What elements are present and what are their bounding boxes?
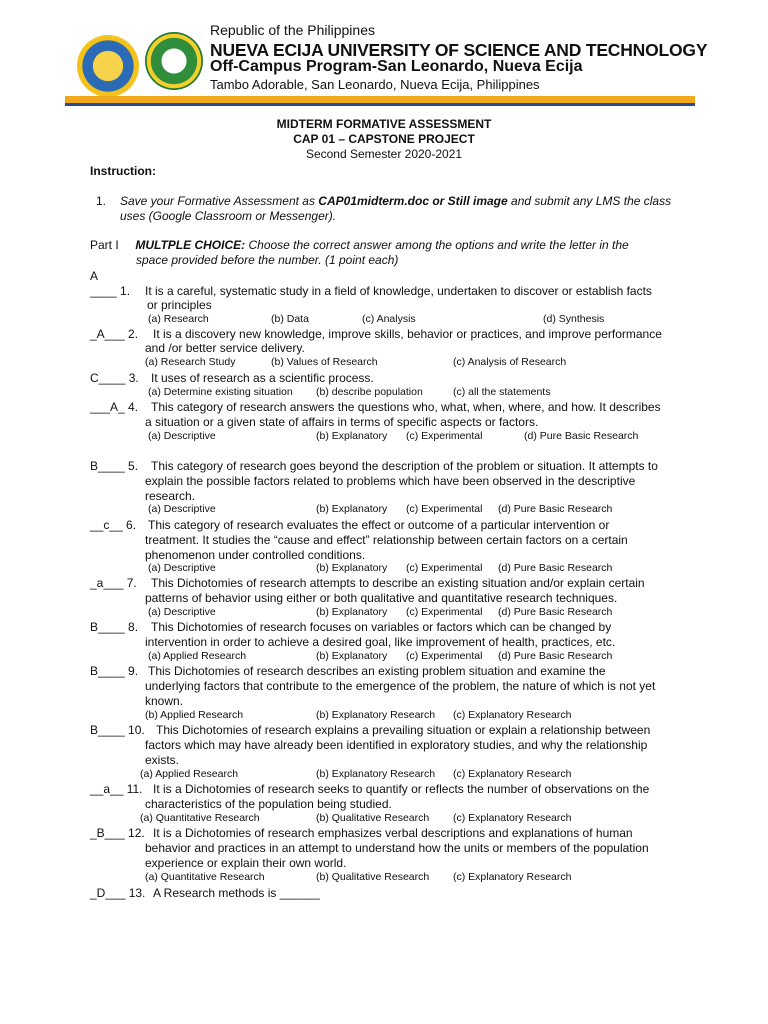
instruction-post: and submit any LMS the class — [507, 194, 672, 208]
q3-line-1: It uses of research as a scientific process. — [151, 371, 374, 385]
q7-line-1: This Dichotomies of research attempts to describe an existing situation and/or explain certain — [151, 576, 645, 590]
q12-line-1: It is a Dichotomies of research emphasizes verbal descriptions and explanations of human — [153, 826, 633, 840]
instruction-line-1 — [120, 194, 671, 208]
university-seal-logo — [77, 35, 139, 97]
part-desc-2: space provided before the number. (1 point each) — [136, 253, 399, 267]
q11-option-c: (c) Explanatory Research — [453, 812, 572, 824]
q1-option-d: (d) Synthesis — [543, 313, 605, 325]
part-desc-1: Choose the correct answer among the options and write the letter in the — [245, 238, 629, 252]
q7-line-2: patterns of behavior using either or both qualitative and quantitative research techniques. — [145, 591, 618, 605]
q4-option-d: (d) Pure Basic Research — [524, 430, 639, 442]
q4-line-2: a situation or a given state of affairs in terms of specific aspects or factors. — [145, 415, 539, 429]
part-heading — [90, 238, 629, 252]
stray-answer: A — [90, 269, 99, 283]
header-accent-bar — [65, 96, 695, 103]
q8-line-1: This Dichotomies of research focuses on variables or factors which can be changed by — [151, 620, 612, 634]
q11-line-1: It is a Dichotomies of research seeks to quantify or reflects the number of observations on the — [153, 782, 650, 796]
q4-option-c: (c) Experimental — [406, 430, 483, 442]
q11-line-2: characteristics of the population being studied. — [145, 797, 392, 811]
q3-option-a: (a) Determine existing situation — [148, 386, 293, 398]
q2-line-2: and /or better service delivery. — [145, 341, 305, 355]
q9-option-a: (b) Applied Research — [145, 709, 244, 721]
q4-option-b: (b) Explanatory — [316, 430, 388, 442]
instruction-number: 1. — [96, 194, 107, 208]
q6-option-c: (c) Experimental — [406, 562, 483, 574]
q1-option-a: (a) Research — [148, 313, 209, 325]
q10-line-1: This Dichotomies of research explains a prevailing situation or explain a relationship between — [156, 723, 651, 737]
q9-prefix: B____ 9. — [90, 664, 139, 678]
q2-option-c: (c) Analysis of Research — [453, 356, 567, 368]
q12-option-c: (c) Explanatory Research — [453, 871, 572, 883]
campus-seal-logo — [145, 32, 203, 90]
q8-option-d: (d) Pure Basic Research — [498, 650, 613, 662]
q9-line-2: underlying factors that contribute to the emergence of the problem, the nature of which is not yet — [145, 679, 656, 693]
q10-prefix: B____ 10. — [90, 723, 145, 737]
instruction-pre: Save your Formative Assessment as — [120, 194, 319, 208]
q9-line-3: known. — [145, 694, 184, 708]
instruction-filename: CAP01midterm.doc or Still image — [318, 194, 508, 208]
assessment-title: MIDTERM FORMATIVE ASSESSMENT — [276, 117, 492, 131]
q6-option-b: (b) Explanatory — [316, 562, 388, 574]
campus-name: Off-Campus Program-San Leonardo, Nueva Ecija — [210, 58, 583, 75]
q5-line-1: This category of research goes beyond the description of the problem or situation. It attempts to — [151, 459, 658, 473]
q1-option-b: (b) Data — [271, 313, 309, 325]
q3-option-c: (c) all the statements — [453, 386, 551, 398]
q9-line-1: This Dichotomies of research describes an existing problem situation and examine the — [148, 664, 606, 678]
q1-prefix: ____ 1. — [90, 284, 131, 298]
q8-line-2: intervention in order to achieve a desired goal, like improvement of health, practices, etc. — [145, 635, 616, 649]
q5-line-3: research. — [145, 489, 196, 503]
q7-option-d: (d) Pure Basic Research — [498, 606, 613, 618]
q7-option-c: (c) Experimental — [406, 606, 483, 618]
q12-prefix: _B___ 12. — [90, 826, 145, 840]
q7-option-a: (a) Descriptive — [148, 606, 216, 618]
q5-line-2: explain the possible factors related to problems which have been observed in the descriptive — [145, 474, 636, 488]
q5-option-c: (c) Experimental — [406, 503, 483, 515]
q3-option-b: (b) describe population — [316, 386, 423, 398]
q8-option-a: (a) Applied Research — [148, 650, 247, 662]
q6-line-2: treatment. It studies the “cause and effect” relationship between certain factors on a certain — [145, 533, 628, 547]
q4-prefix: ___A_ 4. — [90, 400, 139, 414]
q11-option-b: (b) Qualitative Research — [316, 812, 430, 824]
q12-option-b: (b) Qualitative Research — [316, 871, 430, 883]
q9-option-c: (c) Explanatory Research — [453, 709, 572, 721]
q13-line-1: A Research methods is ______ — [153, 886, 320, 900]
part-label: Part I — [90, 238, 119, 252]
q12-line-2: behavior and practices in an attempt to understand how the units or members of the population — [145, 841, 649, 855]
q13-prefix: _D___ 13. — [90, 886, 146, 900]
q11-prefix: __a__ 11. — [90, 782, 143, 796]
q2-option-a: (a) Research Study — [145, 356, 236, 368]
q6-line-3: phenomenon under controlled conditions. — [145, 548, 366, 562]
instruction-heading: Instruction: — [90, 164, 156, 178]
q3-prefix: C____ 3. — [90, 371, 139, 385]
q4-option-a: (a) Descriptive — [148, 430, 216, 442]
q10-option-b: (b) Explanatory Research — [316, 768, 436, 780]
q7-option-b: (b) Explanatory — [316, 606, 388, 618]
q8-option-b: (b) Explanatory — [316, 650, 388, 662]
instruction-line-2: uses (Google Classroom or Messenger). — [120, 209, 337, 223]
q6-option-d: (d) Pure Basic Research — [498, 562, 613, 574]
q2-line-1: It is a discovery new knowledge, improve skills, behavior or practices, and improve performance — [153, 327, 662, 341]
q6-prefix: __c__ 6. — [90, 518, 137, 532]
q2-option-b: (b) Values of Research — [271, 356, 378, 368]
q5-option-d: (d) Pure Basic Research — [498, 503, 613, 515]
course-title: CAP 01 – CAPSTONE PROJECT — [293, 132, 475, 146]
q12-option-a: (a) Quantitative Research — [145, 871, 265, 883]
q4-line-1: This category of research answers the questions who, what, when, where, and how. It describes — [151, 400, 661, 414]
q10-option-c: (c) Explanatory Research — [453, 768, 572, 780]
q1-line-1: It is a careful, systematic study in a field of knowledge, undertaken to discover or establish facts — [145, 284, 652, 298]
header-rule — [65, 103, 695, 106]
q9-option-b: (b) Explanatory Research — [316, 709, 436, 721]
q7-prefix: _a___ 7. — [90, 576, 137, 590]
part-name: MULTPLE CHOICE: — [135, 238, 246, 252]
semester-text: Second Semester 2020-2021 — [305, 147, 463, 161]
q11-option-a: (a) Quantitative Research — [140, 812, 260, 824]
q1-line-2: or principles — [147, 298, 212, 312]
q5-option-b: (b) Explanatory — [316, 503, 388, 515]
q10-option-a: (a) Applied Research — [140, 768, 239, 780]
q8-prefix: B____ 8. — [90, 620, 139, 634]
q2-prefix: _A___ 2. — [90, 327, 139, 341]
q10-line-2: factors which may have already been identified in exploratory studies, and why the relationship — [145, 738, 648, 752]
q5-option-a: (a) Descriptive — [148, 503, 216, 515]
q5-prefix: B____ 5. — [90, 459, 139, 473]
university-name: NUEVA ECIJA UNIVERSITY OF SCIENCE AND TECHNOLOGY — [210, 40, 708, 60]
q1-option-c: (c) Analysis — [362, 313, 416, 325]
q6-line-1: This category of research evaluates the effect or outcome of a particular intervention or — [148, 518, 610, 532]
q12-line-3: experience or explain their own world. — [145, 856, 347, 870]
republic-text: Republic of the Philippines — [210, 22, 375, 38]
campus-address: Tambo Adorable, San Leonardo, Nueva Ecija, Philippines — [210, 77, 540, 92]
q6-option-a: (a) Descriptive — [148, 562, 216, 574]
q10-line-3: exists. — [145, 753, 180, 767]
q8-option-c: (c) Experimental — [406, 650, 483, 662]
